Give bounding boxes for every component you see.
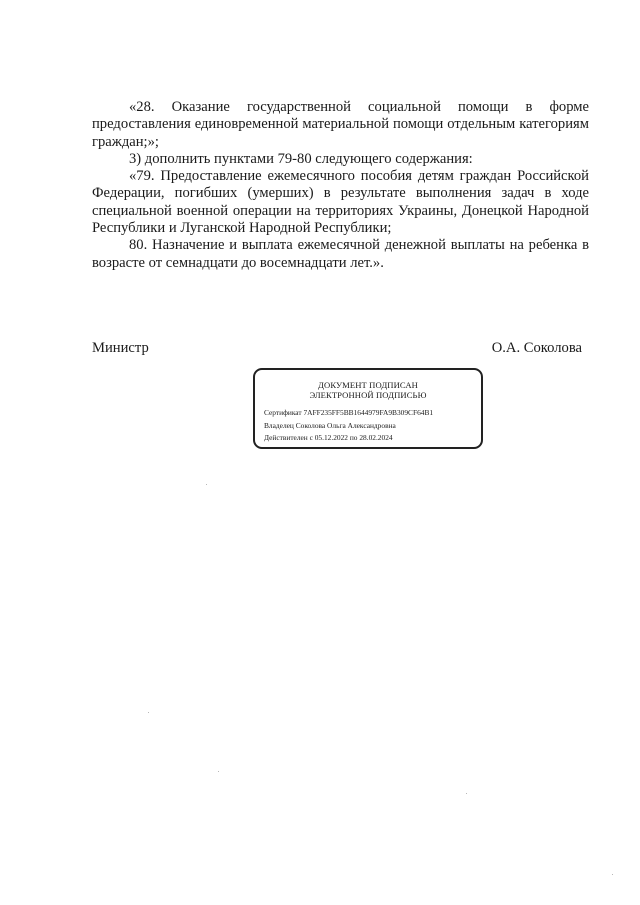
stamp-heading-line1: ДОКУМЕНТ ПОДПИСАН xyxy=(318,380,418,390)
paragraph-item-28: «28. Оказание государственной социальной помощи в форме предоставления единовременной материальной помощи отдельным категориям граждан;»; xyxy=(92,99,589,150)
stamp-owner: Владелец Соколова Ольга Александровна xyxy=(264,421,396,430)
scan-speck xyxy=(218,771,219,772)
electronic-signature-stamp xyxy=(253,368,483,449)
signatory-name: О.А. Соколова xyxy=(491,340,582,356)
stamp-heading-line2: ЭЛЕКТРОННОЙ ПОДПИСЬЮ xyxy=(309,390,427,400)
paragraph-item-79: «79. Предоставление ежемесячного пособия детям граждан Российской Федерации, погибших (умерших) в результате выполнения задач в ходе специальной военной операции на территориях Украины, Донецкой Народной Республики и Луганской Народной Республики; xyxy=(92,168,589,237)
scan-speck xyxy=(466,793,467,794)
stamp-certificate: Сертификат 7AFF235FF5BB1644979FA9B309CF64B1 xyxy=(264,408,434,417)
signatory-title: Министр xyxy=(92,340,149,356)
stamp-validity: Действителен с 05.12.2022 по 28.02.2024 xyxy=(264,433,393,442)
scan-speck xyxy=(206,484,207,485)
paragraph-amendment-3: 3) дополнить пунктами 79-80 следующего содержания: xyxy=(129,150,473,167)
scan-speck xyxy=(148,712,149,713)
document-body xyxy=(92,99,589,272)
scan-speck xyxy=(612,874,613,875)
paragraph-item-80: 80. Назначение и выплата ежемесячной денежной выплаты на ребенка в возрасте от семнадцати до восемнадцати лет.». xyxy=(92,237,589,271)
